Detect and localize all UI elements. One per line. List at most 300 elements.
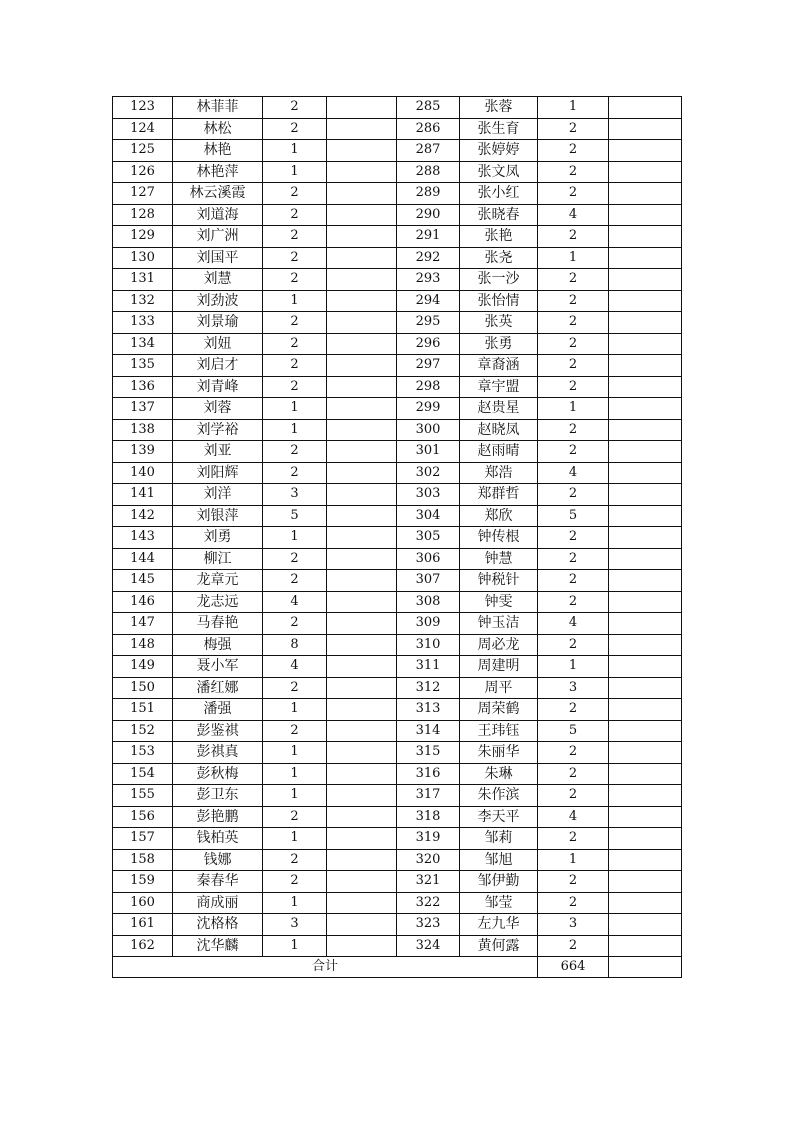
left-entry-name: 林艳 (173, 140, 263, 162)
left-entry-count: 2 (263, 333, 327, 355)
right-entry-number: 292 (397, 247, 460, 269)
table-row (113, 333, 682, 355)
table-row (113, 484, 682, 506)
table-row (113, 140, 682, 162)
right-entry-number: 323 (397, 914, 460, 936)
right-entry-name: 赵晓凤 (460, 419, 538, 441)
right-entry-name: 朱丽华 (460, 742, 538, 764)
left-entry-count: 2 (263, 677, 327, 699)
left-entry-remark (327, 355, 397, 377)
left-entry-remark (327, 226, 397, 248)
right-entry-count: 2 (538, 484, 609, 506)
left-entry-name: 彭祺真 (173, 742, 263, 764)
table-row (113, 269, 682, 291)
right-entry-remark (609, 570, 682, 592)
left-entry-name: 潘强 (173, 699, 263, 721)
right-entry-number: 297 (397, 355, 460, 377)
left-entry-count: 2 (263, 376, 327, 398)
table-row (113, 656, 682, 678)
right-entry-name: 张尧 (460, 247, 538, 269)
right-entry-count: 1 (538, 398, 609, 420)
left-entry-name: 龙志远 (173, 591, 263, 613)
right-entry-remark (609, 505, 682, 527)
right-entry-name: 朱琳 (460, 763, 538, 785)
table-row (113, 591, 682, 613)
right-entry-remark (609, 742, 682, 764)
left-entry-count: 4 (263, 591, 327, 613)
right-entry-count: 3 (538, 677, 609, 699)
left-entry-number: 142 (113, 505, 173, 527)
right-entry-count: 2 (538, 699, 609, 721)
right-entry-number: 300 (397, 419, 460, 441)
table-row (113, 613, 682, 635)
left-entry-count: 2 (263, 720, 327, 742)
right-entry-number: 296 (397, 333, 460, 355)
left-entry-number: 131 (113, 269, 173, 291)
left-entry-number: 137 (113, 398, 173, 420)
right-entry-number: 288 (397, 161, 460, 183)
left-entry-name: 林云溪霞 (173, 183, 263, 205)
right-entry-name: 邹莹 (460, 892, 538, 914)
table-row (113, 183, 682, 205)
right-entry-count: 2 (538, 892, 609, 914)
left-entry-count: 1 (263, 140, 327, 162)
right-entry-count: 2 (538, 785, 609, 807)
left-entry-name: 刘蓉 (173, 398, 263, 420)
right-entry-number: 311 (397, 656, 460, 678)
right-entry-count: 1 (538, 97, 609, 119)
left-entry-number: 161 (113, 914, 173, 936)
table-row (113, 290, 682, 312)
right-entry-name: 张英 (460, 312, 538, 334)
right-entry-remark (609, 247, 682, 269)
right-entry-name: 张婷婷 (460, 140, 538, 162)
left-entry-remark (327, 484, 397, 506)
table-row (113, 247, 682, 269)
left-entry-count: 3 (263, 914, 327, 936)
right-entry-name: 张晓春 (460, 204, 538, 226)
right-entry-count: 2 (538, 290, 609, 312)
table-row (113, 376, 682, 398)
right-entry-count: 2 (538, 871, 609, 893)
right-entry-number: 293 (397, 269, 460, 291)
right-entry-count: 1 (538, 247, 609, 269)
left-entry-number: 136 (113, 376, 173, 398)
left-entry-name: 林艳萍 (173, 161, 263, 183)
right-entry-count: 2 (538, 634, 609, 656)
right-entry-number: 294 (397, 290, 460, 312)
right-entry-number: 301 (397, 441, 460, 463)
left-entry-count: 2 (263, 118, 327, 140)
right-entry-name: 张勇 (460, 333, 538, 355)
left-entry-number: 158 (113, 849, 173, 871)
left-entry-remark (327, 613, 397, 635)
left-entry-count: 2 (263, 570, 327, 592)
left-entry-number: 129 (113, 226, 173, 248)
left-entry-count: 2 (263, 226, 327, 248)
left-entry-remark (327, 247, 397, 269)
right-entry-count: 2 (538, 419, 609, 441)
right-entry-count: 3 (538, 914, 609, 936)
table-row (113, 720, 682, 742)
left-entry-name: 林菲菲 (173, 97, 263, 119)
right-entry-name: 王玮钰 (460, 720, 538, 742)
right-entry-remark (609, 677, 682, 699)
left-entry-remark (327, 828, 397, 850)
left-entry-name: 柳江 (173, 548, 263, 570)
right-entry-count: 2 (538, 591, 609, 613)
table-row (113, 849, 682, 871)
left-entry-name: 彭秋梅 (173, 763, 263, 785)
right-entry-number: 303 (397, 484, 460, 506)
left-entry-name: 刘洋 (173, 484, 263, 506)
right-entry-remark (609, 484, 682, 506)
left-entry-count: 1 (263, 527, 327, 549)
right-entry-remark (609, 785, 682, 807)
left-entry-name: 潘红娜 (173, 677, 263, 699)
right-entry-number: 313 (397, 699, 460, 721)
left-entry-count: 1 (263, 763, 327, 785)
right-entry-number: 291 (397, 226, 460, 248)
right-entry-number: 315 (397, 742, 460, 764)
left-entry-number: 157 (113, 828, 173, 850)
right-entry-remark (609, 462, 682, 484)
right-entry-remark (609, 871, 682, 893)
right-entry-remark (609, 376, 682, 398)
left-entry-name: 刘学裕 (173, 419, 263, 441)
right-entry-remark (609, 591, 682, 613)
right-entry-remark (609, 441, 682, 463)
right-entry-remark (609, 806, 682, 828)
table-row (113, 97, 682, 119)
left-entry-count: 3 (263, 484, 327, 506)
right-entry-remark (609, 183, 682, 205)
left-entry-count: 2 (263, 548, 327, 570)
table-row (113, 699, 682, 721)
left-entry-count: 1 (263, 742, 327, 764)
left-entry-remark (327, 677, 397, 699)
left-entry-remark (327, 118, 397, 140)
right-entry-name: 钟玉洁 (460, 613, 538, 635)
right-entry-count: 4 (538, 204, 609, 226)
table-row (113, 828, 682, 850)
left-entry-number: 139 (113, 441, 173, 463)
left-entry-remark (327, 849, 397, 871)
right-entry-number: 319 (397, 828, 460, 850)
right-entry-name: 钟税针 (460, 570, 538, 592)
right-entry-number: 320 (397, 849, 460, 871)
left-entry-count: 1 (263, 161, 327, 183)
left-entry-number: 148 (113, 634, 173, 656)
left-entry-count: 2 (263, 183, 327, 205)
right-entry-name: 赵贵星 (460, 398, 538, 420)
left-entry-number: 130 (113, 247, 173, 269)
left-entry-name: 刘启才 (173, 355, 263, 377)
right-entry-count: 2 (538, 527, 609, 549)
left-entry-number: 153 (113, 742, 173, 764)
left-entry-name: 马春艳 (173, 613, 263, 635)
left-entry-remark (327, 656, 397, 678)
left-entry-name: 刘慧 (173, 269, 263, 291)
total-label: 合计 (113, 957, 538, 978)
left-entry-name: 彭鉴祺 (173, 720, 263, 742)
left-entry-name: 梅强 (173, 634, 263, 656)
right-entry-remark (609, 634, 682, 656)
right-entry-number: 316 (397, 763, 460, 785)
left-entry-name: 刘勇 (173, 527, 263, 549)
left-entry-number: 138 (113, 419, 173, 441)
right-entry-number: 287 (397, 140, 460, 162)
left-entry-count: 1 (263, 398, 327, 420)
right-entry-name: 朱作滨 (460, 785, 538, 807)
left-entry-number: 123 (113, 97, 173, 119)
right-entry-count: 2 (538, 312, 609, 334)
right-entry-name: 邹莉 (460, 828, 538, 850)
left-entry-count: 2 (263, 441, 327, 463)
table-row (113, 204, 682, 226)
right-entry-count: 1 (538, 849, 609, 871)
right-entry-count: 5 (538, 720, 609, 742)
left-entry-number: 144 (113, 548, 173, 570)
left-entry-remark (327, 333, 397, 355)
left-entry-remark (327, 548, 397, 570)
table-row (113, 914, 682, 936)
table-row (113, 419, 682, 441)
left-entry-count: 1 (263, 785, 327, 807)
left-entry-name: 刘景瑜 (173, 312, 263, 334)
right-entry-name: 周平 (460, 677, 538, 699)
right-entry-number: 318 (397, 806, 460, 828)
right-entry-number: 312 (397, 677, 460, 699)
table-row (113, 806, 682, 828)
left-entry-remark (327, 634, 397, 656)
right-entry-number: 289 (397, 183, 460, 205)
left-entry-name: 彭卫东 (173, 785, 263, 807)
left-entry-remark (327, 742, 397, 764)
left-entry-name: 刘阳辉 (173, 462, 263, 484)
right-entry-name: 章宇盟 (460, 376, 538, 398)
right-entry-number: 286 (397, 118, 460, 140)
right-entry-remark (609, 118, 682, 140)
left-entry-number: 141 (113, 484, 173, 506)
right-entry-name: 张小红 (460, 183, 538, 205)
right-entry-remark (609, 613, 682, 635)
right-entry-name: 张生育 (460, 118, 538, 140)
right-entry-remark (609, 914, 682, 936)
left-entry-name: 钱娜 (173, 849, 263, 871)
right-entry-number: 317 (397, 785, 460, 807)
right-entry-name: 张怡情 (460, 290, 538, 312)
left-entry-count: 5 (263, 505, 327, 527)
table-row (113, 441, 682, 463)
left-entry-name: 刘道海 (173, 204, 263, 226)
right-entry-count: 2 (538, 140, 609, 162)
left-entry-number: 147 (113, 613, 173, 635)
left-entry-number: 145 (113, 570, 173, 592)
left-entry-count: 1 (263, 290, 327, 312)
left-entry-remark (327, 871, 397, 893)
left-entry-count: 2 (263, 97, 327, 119)
table-row (113, 355, 682, 377)
right-entry-number: 324 (397, 935, 460, 957)
right-entry-remark (609, 226, 682, 248)
left-entry-remark (327, 505, 397, 527)
table-row (113, 742, 682, 764)
right-entry-remark (609, 419, 682, 441)
left-entry-remark (327, 570, 397, 592)
left-entry-count: 8 (263, 634, 327, 656)
right-entry-count: 4 (538, 462, 609, 484)
right-entry-remark (609, 290, 682, 312)
right-entry-name: 钟传根 (460, 527, 538, 549)
left-entry-remark (327, 140, 397, 162)
right-entry-number: 299 (397, 398, 460, 420)
right-entry-name: 张艳 (460, 226, 538, 248)
right-entry-name: 章裔涵 (460, 355, 538, 377)
left-entry-name: 刘亚 (173, 441, 263, 463)
left-entry-number: 162 (113, 935, 173, 957)
left-entry-name: 刘广洲 (173, 226, 263, 248)
left-entry-count: 1 (263, 699, 327, 721)
total-value: 664 (538, 957, 609, 978)
left-entry-count: 2 (263, 312, 327, 334)
right-entry-remark (609, 548, 682, 570)
left-entry-remark (327, 785, 397, 807)
right-entry-remark (609, 935, 682, 957)
left-entry-count: 2 (263, 355, 327, 377)
left-entry-number: 140 (113, 462, 173, 484)
right-entry-name: 郑群哲 (460, 484, 538, 506)
right-entry-name: 郑浩 (460, 462, 538, 484)
right-entry-remark (609, 140, 682, 162)
right-entry-remark (609, 312, 682, 334)
left-entry-number: 133 (113, 312, 173, 334)
right-entry-name: 赵雨晴 (460, 441, 538, 463)
table-row (113, 505, 682, 527)
left-entry-remark (327, 527, 397, 549)
right-entry-count: 2 (538, 935, 609, 957)
left-entry-name: 沈格格 (173, 914, 263, 936)
left-entry-remark (327, 183, 397, 205)
table-row (113, 226, 682, 248)
right-entry-count: 2 (538, 570, 609, 592)
table-row (113, 677, 682, 699)
left-entry-name: 彭艳鹏 (173, 806, 263, 828)
right-entry-name: 钟雯 (460, 591, 538, 613)
right-entry-number: 290 (397, 204, 460, 226)
right-entry-count: 2 (538, 828, 609, 850)
left-entry-number: 124 (113, 118, 173, 140)
right-entry-count: 2 (538, 376, 609, 398)
right-entry-remark (609, 333, 682, 355)
right-entry-remark (609, 204, 682, 226)
right-entry-count: 2 (538, 355, 609, 377)
right-entry-count: 2 (538, 161, 609, 183)
right-entry-name: 邹伊勤 (460, 871, 538, 893)
right-entry-name: 李天平 (460, 806, 538, 828)
right-entry-remark (609, 161, 682, 183)
left-entry-number: 160 (113, 892, 173, 914)
right-entry-remark (609, 97, 682, 119)
left-entry-number: 154 (113, 763, 173, 785)
right-entry-name: 张文凤 (460, 161, 538, 183)
right-entry-number: 285 (397, 97, 460, 119)
right-entry-count: 2 (538, 183, 609, 205)
left-entry-number: 134 (113, 333, 173, 355)
table-row (113, 785, 682, 807)
right-entry-remark (609, 828, 682, 850)
right-entry-count: 2 (538, 118, 609, 140)
right-entry-remark (609, 763, 682, 785)
left-entry-count: 2 (263, 849, 327, 871)
left-entry-name: 龙章元 (173, 570, 263, 592)
right-entry-name: 周建明 (460, 656, 538, 678)
left-entry-name: 刘青峰 (173, 376, 263, 398)
right-entry-remark (609, 527, 682, 549)
left-entry-number: 159 (113, 871, 173, 893)
left-entry-name: 聂小军 (173, 656, 263, 678)
right-entry-number: 321 (397, 871, 460, 893)
left-entry-remark (327, 97, 397, 119)
left-entry-remark (327, 591, 397, 613)
left-entry-count: 1 (263, 419, 327, 441)
right-entry-number: 322 (397, 892, 460, 914)
left-entry-name: 沈华麟 (173, 935, 263, 957)
right-entry-count: 4 (538, 613, 609, 635)
right-entry-name: 邹旭 (460, 849, 538, 871)
right-entry-remark (609, 699, 682, 721)
right-entry-remark (609, 849, 682, 871)
left-entry-count: 4 (263, 656, 327, 678)
left-entry-count: 2 (263, 247, 327, 269)
left-entry-number: 152 (113, 720, 173, 742)
left-entry-number: 135 (113, 355, 173, 377)
left-entry-name: 林松 (173, 118, 263, 140)
table-row (113, 118, 682, 140)
right-entry-count: 5 (538, 505, 609, 527)
left-entry-name: 钱柏英 (173, 828, 263, 850)
left-entry-name: 秦春华 (173, 871, 263, 893)
left-entry-remark (327, 892, 397, 914)
right-entry-remark (609, 892, 682, 914)
left-entry-count: 2 (263, 462, 327, 484)
left-entry-count: 2 (263, 871, 327, 893)
left-entry-name: 刘国平 (173, 247, 263, 269)
left-entry-number: 151 (113, 699, 173, 721)
left-entry-remark (327, 806, 397, 828)
right-entry-number: 307 (397, 570, 460, 592)
right-entry-count: 1 (538, 656, 609, 678)
table-row (113, 312, 682, 334)
left-entry-remark (327, 462, 397, 484)
left-entry-number: 143 (113, 527, 173, 549)
left-entry-number: 126 (113, 161, 173, 183)
right-entry-count: 2 (538, 548, 609, 570)
left-entry-name: 商成丽 (173, 892, 263, 914)
right-entry-number: 302 (397, 462, 460, 484)
left-entry-remark (327, 290, 397, 312)
right-entry-number: 298 (397, 376, 460, 398)
right-entry-number: 306 (397, 548, 460, 570)
left-entry-number: 146 (113, 591, 173, 613)
table-row (113, 161, 682, 183)
left-entry-remark (327, 398, 397, 420)
right-entry-name: 郑欣 (460, 505, 538, 527)
table-row (113, 527, 682, 549)
left-entry-number: 155 (113, 785, 173, 807)
table-row (113, 398, 682, 420)
left-entry-name: 刘银萍 (173, 505, 263, 527)
